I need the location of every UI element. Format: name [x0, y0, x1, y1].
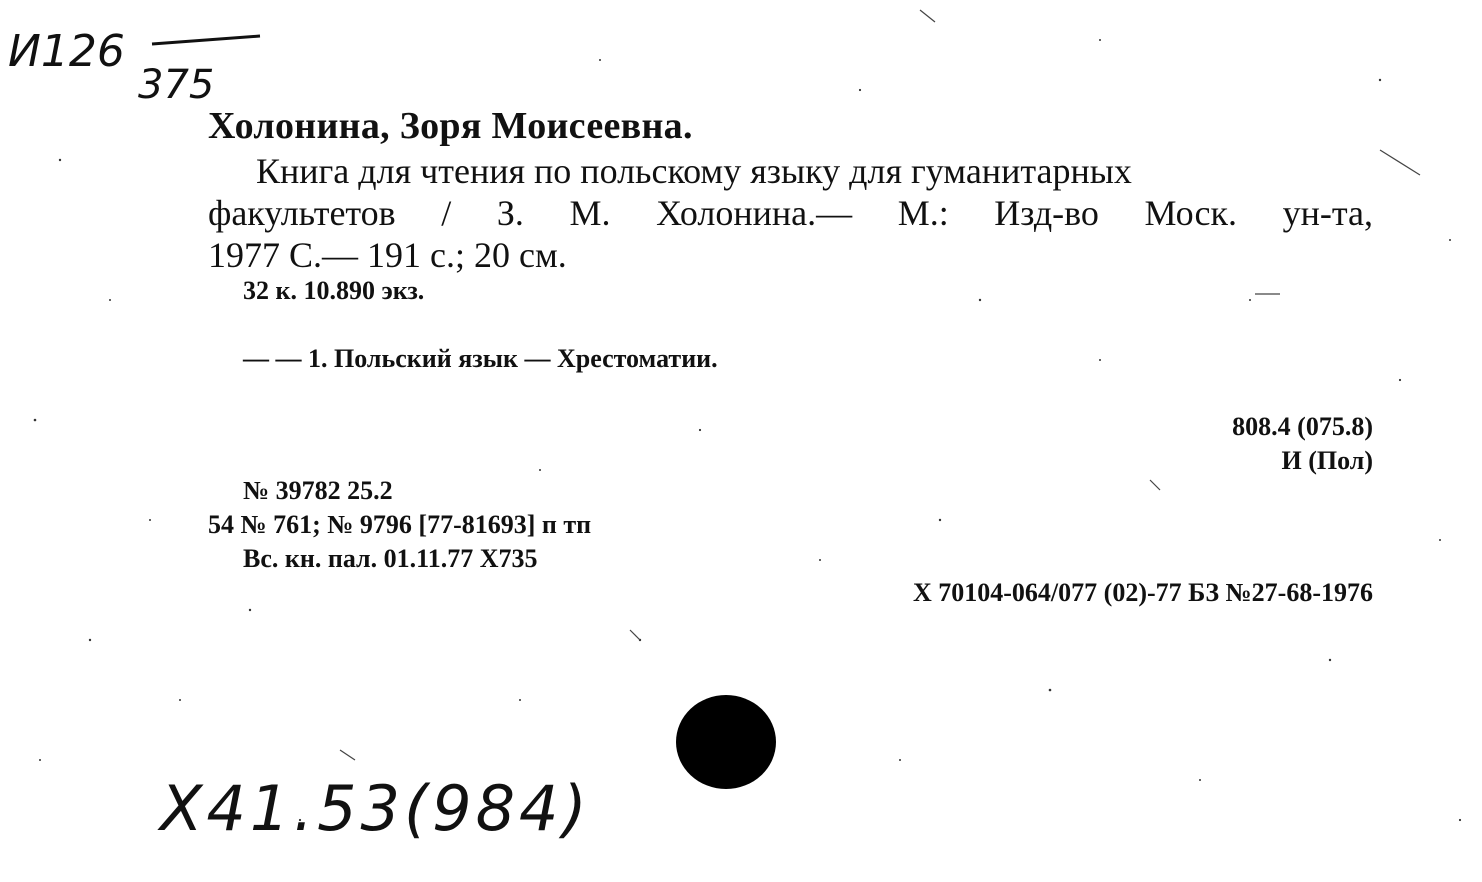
- bibliographic-description: [208, 150, 1373, 276]
- order-numbers: 54 № 761; № 9796 [77-81693] п тп: [208, 510, 592, 539]
- handwritten-shelf-mark-bottom: Х41.53(984): [160, 772, 591, 845]
- title-line-3: 1977 С.— 191 с.; 20 см.: [208, 235, 567, 275]
- classification-bbk: И (Пол): [1281, 446, 1373, 475]
- handwritten-shelf-mark-top: И126: [8, 26, 125, 77]
- author-heading: Холонина, Зоря Моисеевна.: [208, 105, 693, 147]
- subject-heading: — — 1. Польский язык — Хрестоматии.: [243, 344, 718, 373]
- registration-number: № 39782 25.2: [243, 476, 393, 505]
- price-copies: 32 к. 10.890 экз.: [243, 276, 425, 305]
- punch-hole: [676, 695, 776, 789]
- book-chamber-record: Вс. кн. пал. 01.11.77 Х735: [243, 544, 538, 573]
- title-line-2: факультетов / З. М. Холонина.— М.: Изд-во Моск. ун-та,: [208, 193, 1373, 233]
- handwritten-underline: [150, 30, 270, 50]
- classification-udc: 808.4 (075.8): [1232, 412, 1373, 441]
- series-code: Х 70104-064/077 (02)-77 БЗ №27-68-1976: [913, 578, 1373, 607]
- handwritten-shelf-number-top: 375: [138, 62, 215, 108]
- title-line-1: Книга для чтения по польскому языку для гуманитарных: [256, 151, 1132, 191]
